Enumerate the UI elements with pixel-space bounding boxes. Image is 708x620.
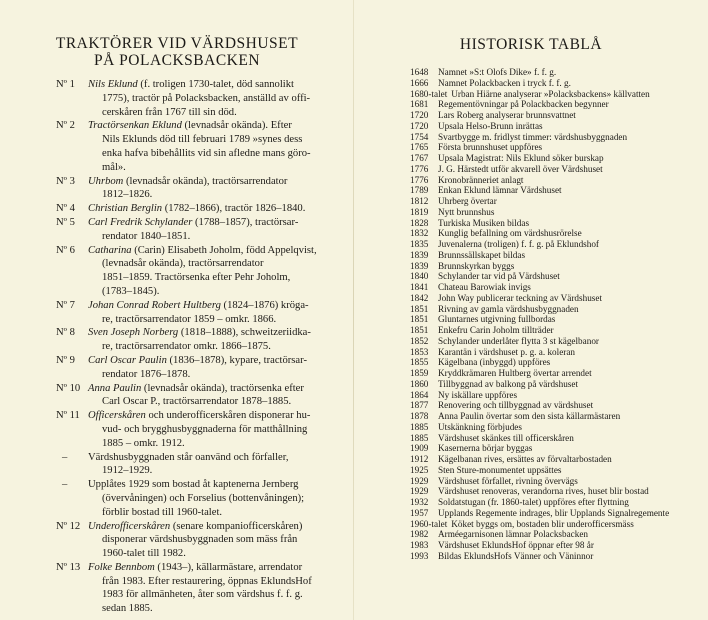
- timeline-event: Arméegarnisonen lämnar Polacksbacken: [438, 529, 589, 540]
- entry-line: (levnadsår okända), tractörsarrendator: [102, 258, 264, 270]
- entry-line: Johan Conrad Robert Hultberg (1824–1876) kröga-: [88, 299, 309, 311]
- entry-line: från 1983. Efter restaurering, öppnas EklundsHof: [102, 575, 312, 587]
- entry-number: Nº 10: [56, 382, 81, 394]
- timeline-year: 1819: [410, 206, 429, 217]
- timeline-row: [410, 497, 705, 508]
- timeline-row: [410, 454, 705, 465]
- timeline-row: [410, 422, 705, 433]
- timeline-row: [410, 89, 705, 100]
- entry-number: Nº 8: [56, 327, 75, 339]
- timeline-event: Regementövningar på Polackbacken begynner: [438, 99, 609, 110]
- entry-line: 1960-talet till 1982.: [102, 548, 186, 560]
- timeline-row: [410, 207, 705, 218]
- timeline-year: 1851: [410, 303, 429, 314]
- timeline-year: 1860: [410, 378, 429, 389]
- timeline-event: Ny iskällare uppföres: [438, 389, 518, 400]
- timeline-event: Enkefru Carin Joholm tillträder: [438, 325, 554, 335]
- timeline-row: [410, 519, 705, 530]
- timeline-row: [410, 261, 705, 272]
- timeline-row: [410, 357, 705, 368]
- entry-line: vud- och brygghusbyggnaderna för matthållning: [102, 423, 308, 435]
- timeline-event: Namnet »S:t Olofs Dike» f. f. g.: [438, 67, 557, 77]
- timeline-year: 1929: [410, 475, 429, 486]
- timeline-year: 1993: [410, 550, 429, 561]
- timeline-year: 1855: [410, 357, 429, 368]
- timeline-event: Schylander tar vid på Värdshuset: [438, 271, 560, 282]
- entry-line: 1775), tractör på Polacksbacken, anställd av offi-: [102, 92, 311, 104]
- timeline-row: [410, 400, 705, 411]
- entry-line: Catharina (Carin) Elisabeth Joholm, född Appelqvist,: [88, 244, 317, 256]
- timeline-row: [410, 293, 705, 304]
- timeline-event: Värdshuset EklundsHof öppnar efter 98 år: [438, 540, 594, 550]
- timeline-year: 1859: [410, 368, 429, 378]
- timeline-row: [410, 379, 705, 390]
- entry-line: Värdshusbyggnaden står oanvänd och förfaller,: [88, 451, 289, 463]
- timeline-event: Rivning av gamla värdshusbyggnaden: [438, 303, 579, 314]
- timeline-row: [410, 508, 705, 519]
- timeline-event: Chateau Barowiak invigs: [438, 282, 531, 292]
- timeline-event: Juvenalerna (troligen) f. f. g. på Eklundshof: [438, 239, 599, 249]
- timeline-row: [410, 433, 705, 444]
- timeline-year: 1767: [410, 153, 429, 163]
- tractor-entry: [56, 409, 346, 450]
- timeline-row: [410, 78, 705, 89]
- timeline-year: 1852: [410, 335, 429, 346]
- timeline-year: 1828: [410, 217, 429, 228]
- timeline-year: 1885: [410, 421, 429, 432]
- timeline-year: 1851: [410, 314, 429, 325]
- left-title-line: TRAKTÖRER VID VÄRDSHUSET: [55, 35, 299, 52]
- timeline-year: 1842: [410, 292, 429, 303]
- entry-text: [88, 216, 346, 244]
- entry-line: Upplåtes 1929 som bostad åt kaptenerna Jernberg: [88, 479, 299, 491]
- entry-text: [88, 354, 346, 382]
- entry-line: Carl Fredrik Schylander (1788–1857), tractörsar-: [88, 216, 299, 228]
- timeline-event: Kasernerna börjar byggas: [438, 443, 533, 454]
- timeline-year: 1841: [410, 282, 429, 292]
- timeline-year: 1839: [410, 249, 429, 260]
- entry-text: [88, 451, 346, 479]
- timeline-row: [410, 540, 705, 551]
- entry-line: 1983 för allmänheten, åter som värdshus f. f. g.: [102, 589, 303, 601]
- timeline-event: Köket byggs om, bostaden blir underofficersmäss: [451, 518, 634, 529]
- tractor-entry: [56, 382, 346, 410]
- entry-number: Nº 9: [56, 354, 75, 366]
- entry-text: [88, 478, 346, 519]
- timeline-year: 1680-talet: [410, 88, 448, 99]
- timeline-event: Brunnssällskapet bildas: [438, 249, 526, 260]
- entry-text: [88, 299, 346, 327]
- entry-line: sedan 1885.: [102, 603, 153, 615]
- timeline-row: [410, 390, 705, 401]
- timeline-event: Anna Paulin övertar som den sista källarmästaren: [438, 411, 621, 421]
- timeline-row: [410, 476, 705, 487]
- timeline-row: [410, 132, 705, 143]
- timeline-event: Karantän i värdshuset p. g. a. koleran: [438, 346, 576, 357]
- entry-line: Tractörsenkan Eklund (levnadsår okända). Efter: [88, 120, 292, 132]
- timeline-row: [410, 465, 705, 476]
- timeline-row: [410, 164, 705, 175]
- timeline-row: [410, 67, 705, 78]
- entry-line: (1783–1845).: [102, 285, 160, 297]
- timeline-event: Första brunnshuset uppföres: [438, 142, 543, 153]
- entry-line: rendator 1876–1878.: [102, 368, 191, 380]
- tractor-entry: [56, 561, 346, 616]
- entry-number: Nº 6: [56, 244, 75, 256]
- timeline-row: [410, 325, 705, 336]
- timeline-year: 1853: [410, 346, 429, 357]
- timeline-row: [410, 153, 705, 164]
- timeline-year: 1681: [410, 99, 429, 110]
- tractor-entry: [56, 451, 346, 479]
- timeline-event: John Way publicerar teckning av Värdshuset: [438, 292, 602, 303]
- timeline-event: Turkiska Musiken bildas: [438, 217, 530, 228]
- entry-number: Nº 7: [56, 299, 75, 311]
- timeline-event: Värdshuset skänkes till officerskåren: [438, 432, 574, 443]
- entry-number: Nº 11: [56, 410, 80, 422]
- timeline-row: [410, 228, 705, 239]
- timeline-event: Lars Roberg analyserar brunnsvattnet: [438, 110, 576, 120]
- timeline-row: [410, 239, 705, 250]
- timeline-year: 1839: [410, 260, 429, 271]
- entry-number: –: [62, 479, 68, 491]
- timeline-event: Kunglig befallning om värdshusrörelse: [438, 228, 582, 239]
- timeline-event: Upsala Helso-Brunn inrättas: [438, 120, 543, 131]
- entry-line: re, tractörsarrendator omkr. 1866–1875.: [102, 341, 271, 353]
- history-timeline: [410, 67, 705, 562]
- left-title-line: PÅ POLACKSBACKEN: [93, 52, 261, 69]
- tractor-entry: [56, 78, 346, 119]
- left-page-title: [0, 35, 354, 69]
- timeline-year: 1877: [410, 400, 429, 411]
- tractor-entry: [56, 216, 346, 244]
- entry-number: Nº 12: [56, 520, 81, 532]
- page-fold: [353, 0, 354, 620]
- entry-line: Christian Berglin (1782–1866), tractör 1826–1840.: [88, 203, 306, 215]
- timeline-year: 1983: [410, 540, 429, 550]
- entry-text: [88, 520, 346, 561]
- timeline-row: [410, 142, 705, 153]
- timeline-event: Värdshuset förfallet, rivning övervägs: [438, 475, 578, 486]
- entry-text: [88, 244, 346, 299]
- entry-text: [88, 119, 346, 174]
- timeline-year: 1765: [410, 142, 429, 153]
- entry-text: [88, 382, 346, 410]
- tractor-list: [56, 78, 346, 616]
- entry-number: Nº 13: [56, 561, 81, 573]
- entry-line: Anna Paulin (levnadsår okända), tractörsenka efter: [88, 382, 304, 394]
- timeline-year: 1789: [410, 185, 429, 196]
- timeline-year: 1832: [410, 228, 429, 239]
- timeline-event: J. G. Härstedt utför akvarell över Värdshuset: [438, 163, 603, 174]
- entry-line: Nils Eklunds död till februari 1789 »synes dess: [102, 134, 303, 146]
- timeline-event: Utskänkning förbjudes: [438, 421, 522, 432]
- timeline-event: Värdshuset renoveras, verandorna rives, huset blir bostad: [438, 486, 649, 497]
- timeline-year: 1864: [410, 389, 429, 400]
- timeline-event: Tillbyggnad av balkong på värdshuset: [438, 378, 579, 389]
- timeline-event: Enkan Eklund lämnar Värdshuset: [438, 185, 562, 196]
- timeline-year: 1812: [410, 196, 429, 206]
- entry-text: [88, 175, 346, 203]
- entry-line: 1885 – omkr. 1912.: [102, 437, 185, 449]
- entry-number: Nº 3: [56, 175, 75, 187]
- timeline-event: Namnet Polackbacken i tryck f. f. g.: [438, 77, 571, 88]
- timeline-year: 1666: [410, 77, 429, 88]
- timeline-year: 1840: [410, 271, 429, 282]
- timeline-event: Nytt brunnshus: [438, 206, 495, 217]
- tractor-entry: [56, 478, 346, 519]
- timeline-year: 1776: [410, 163, 429, 174]
- timeline-year: 1909: [410, 443, 429, 454]
- entry-text: [88, 561, 346, 616]
- timeline-year: 1912: [410, 454, 429, 464]
- entry-text: [88, 202, 346, 216]
- timeline-year: 1982: [410, 529, 429, 540]
- entry-line: Underofficerskåren (senare kompaniofficerskåren): [88, 520, 303, 532]
- timeline-row: [410, 218, 705, 229]
- timeline-event: Urban Hiärne analyserar »Polacksbackens» källvatten: [451, 88, 650, 99]
- timeline-year: 1851: [410, 325, 429, 335]
- entry-number: Nº 2: [56, 120, 75, 132]
- timeline-event: Kägelbanan rives, ersättes av förvaltarbostaden: [438, 454, 612, 464]
- entry-number: Nº 5: [56, 216, 75, 228]
- tractor-entry: [56, 202, 346, 216]
- right-page-title: HISTORISK TABLÅ: [459, 36, 603, 53]
- timeline-row: [410, 411, 705, 422]
- timeline-row: [410, 99, 705, 110]
- timeline-row: [410, 336, 705, 347]
- entry-line: 1851–1859. Tractörsenka efter Pehr Joholm,: [102, 272, 291, 284]
- timeline-event: Schylander underlåter flytta 3 st kägelbanor: [438, 335, 599, 346]
- timeline-row: [410, 529, 705, 540]
- entry-line: förblir bostad till 1960-talet.: [102, 506, 223, 518]
- timeline-event: Sten Sture-monumentet uppsättes: [438, 464, 562, 475]
- timeline-event: Renovering och tillbyggnad av värdshuset: [438, 400, 594, 411]
- timeline-year: 1754: [410, 131, 429, 142]
- tractor-entry: [56, 244, 346, 299]
- timeline-year: 1957: [410, 507, 429, 518]
- entry-number: –: [62, 451, 68, 463]
- entry-line: Carl Oscar Paulin (1836–1878), kypare, tractörsar-: [88, 354, 307, 366]
- timeline-event: Upsala Magistrat: Nils Eklund söker burskap: [438, 153, 604, 163]
- entry-line: Carl Oscar P., tractörsarrendator 1878–1885.: [102, 396, 292, 408]
- entry-line: re, tractörsarrendator 1859 – omkr. 1866.: [102, 313, 277, 325]
- timeline-row: [410, 121, 705, 132]
- entry-line: disponerar värdshusbyggnaden som mäss från: [102, 534, 298, 546]
- timeline-row: [410, 196, 705, 207]
- timeline-row: [410, 304, 705, 315]
- timeline-row: [410, 443, 705, 454]
- timeline-event: Soldatstugan (fr. 1860-talet) uppföres efter flyttning: [438, 497, 629, 507]
- timeline-year: 1932: [410, 497, 429, 507]
- entry-number: Nº 4: [56, 203, 75, 215]
- timeline-row: [410, 175, 705, 186]
- timeline-year: 1960-talet: [410, 518, 448, 529]
- timeline-row: [410, 250, 705, 261]
- timeline-event: Kronobränneriet anlagt: [438, 174, 524, 185]
- timeline-row: [410, 551, 705, 562]
- timeline-year: 1929: [410, 486, 429, 497]
- entry-line: Sven Joseph Norberg (1818–1888), schweitzeriidka-: [88, 327, 311, 339]
- entry-line: mål».: [102, 161, 126, 173]
- timeline-year: 1720: [410, 120, 429, 131]
- entry-line: enka hafva bibehållits vid sin afledne mans göro-: [102, 147, 311, 159]
- timeline-year: 1885: [410, 432, 429, 443]
- tractor-entry: [56, 326, 346, 354]
- timeline-year: 1925: [410, 464, 429, 475]
- timeline-event: Bildas EklundsHofs Vänner och Väninnor: [438, 550, 594, 561]
- timeline-event: Uhrberg övertar: [438, 196, 497, 206]
- entry-text: [88, 78, 346, 119]
- timeline-row: [410, 110, 705, 121]
- entry-line: rendator 1840–1851.: [102, 230, 191, 242]
- timeline-event: Kägelbana (inbyggd) uppföres: [438, 357, 551, 368]
- timeline-row: [410, 282, 705, 293]
- entry-line: cerskåren från 1767 till sin död.: [102, 106, 237, 118]
- timeline-event: Gluntarnes utgivning fullbordas: [438, 314, 556, 325]
- entry-line: (övervåningen) och Forselius (bottenvåningen);: [102, 492, 305, 504]
- tractor-entry: [56, 520, 346, 561]
- timeline-year: 1835: [410, 239, 429, 249]
- timeline-year: 1720: [410, 110, 429, 120]
- entry-line: Officerskåren och underofficerskåren disponerar hu-: [88, 410, 311, 422]
- timeline-year: 1878: [410, 411, 429, 421]
- timeline-row: [410, 486, 705, 497]
- entry-line: 1912–1929.: [102, 465, 153, 477]
- tractor-entry: [56, 119, 346, 174]
- timeline-row: [410, 185, 705, 196]
- entry-text: [88, 326, 346, 354]
- tractor-entry: [56, 175, 346, 203]
- tractor-entry: [56, 354, 346, 382]
- entry-line: Folke Bennbom (1943–), källarmästare, arrendator: [88, 561, 303, 573]
- timeline-row: [410, 368, 705, 379]
- timeline-event: Svartbygge m. fridlyst timmer: värdshusbyggnaden: [438, 131, 628, 142]
- timeline-row: [410, 314, 705, 325]
- timeline-row: [410, 347, 705, 358]
- entry-text: [88, 409, 346, 450]
- timeline-event: Brunnskyrkan byggs: [438, 260, 515, 271]
- entry-line: Uhrbom (levnadsår okända), tractörsarrendator: [88, 175, 288, 187]
- entry-number: Nº 1: [56, 79, 75, 90]
- timeline-year: 1648: [410, 67, 429, 77]
- timeline-year: 1776: [410, 174, 429, 185]
- timeline-row: [410, 271, 705, 282]
- timeline-event: Upplands Regemente indrages, blir Upplands Signalregemente: [438, 507, 670, 518]
- timeline-event: Kryddkrämaren Hultberg övertar arrendet: [438, 368, 592, 378]
- tractor-entry: [56, 299, 346, 327]
- entry-line: 1812–1826.: [102, 189, 153, 201]
- entry-line: Nils Eklund (f. troligen 1730-talet, död sannolikt: [88, 79, 294, 90]
